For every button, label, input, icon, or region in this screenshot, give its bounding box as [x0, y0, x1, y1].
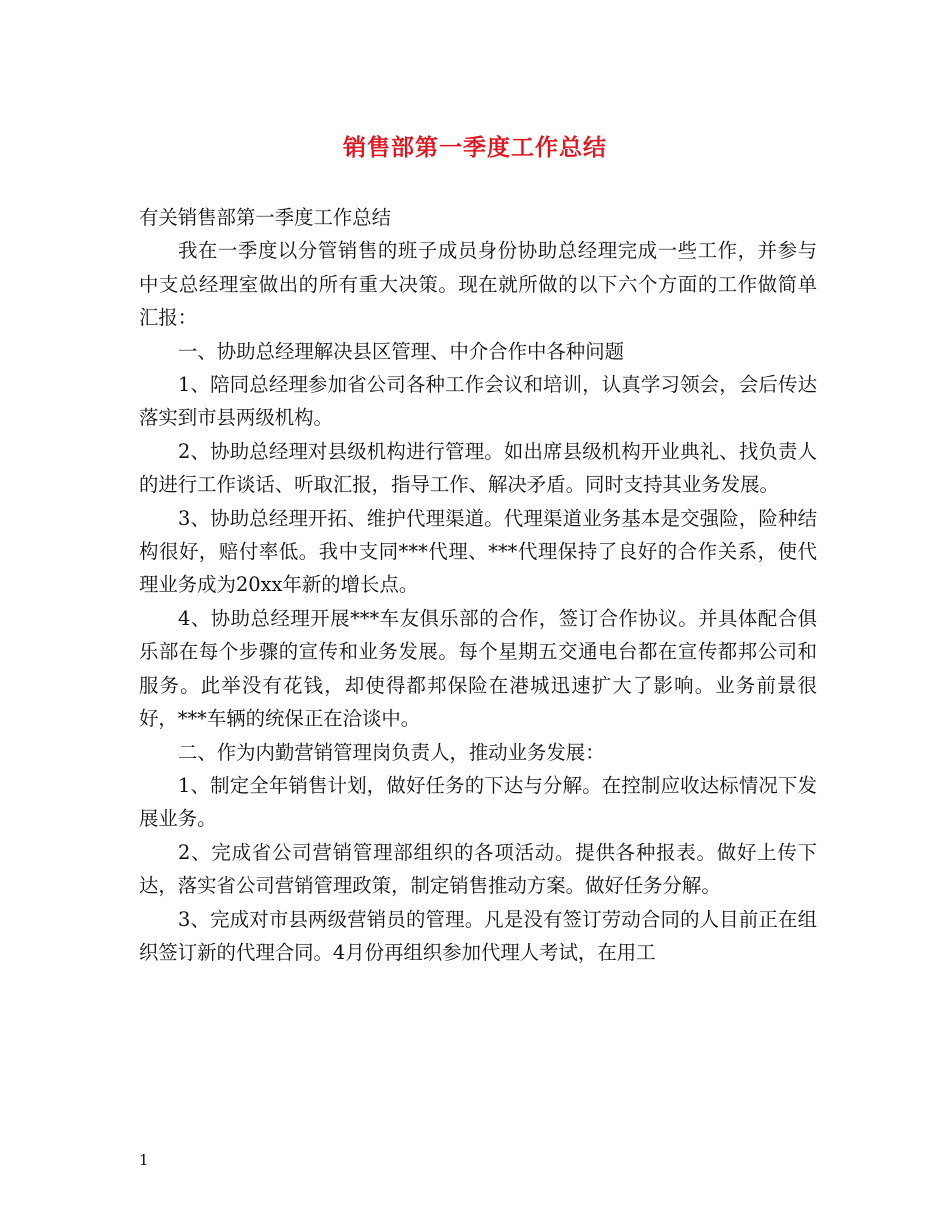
paragraph-intro: 我在一季度以分管销售的班子成员身份协助总经理完成一些工作，并参与中支总经理室做出的所有重大决策。现在就所做的以下六个方面的工作做简单汇报： [139, 239, 817, 330]
section-heading-2: 二、作为内勤营销管理岗负责人，推动业务发展： [178, 740, 605, 764]
document-title: 销售部第一季度工作总结 [343, 134, 607, 161]
paragraph-item: 1、陪同总经理参加省公司各种工作会议和培训，认真学习领会，会后传达落实到市县两级机构。 [139, 373, 817, 430]
paragraph-item: 2、完成省公司营销管理部组织的各项活动。提供各种报表。做好上传下达，落实省公司营销管理政策，制定销售推动方案。做好任务分解。 [139, 840, 817, 898]
paragraph-item: 4、协助总经理开展***车友俱乐部的合作，签订合作协议。并具体配合俱乐部在每个步骤的宣传和业务发展。每个星期五交通电台都在宣传都邦公司和服务。此举没有花钱，却使得都邦保险在港城迅速扩大了影响。业务前景很好，***车辆的统保正在洽谈中。 [139, 606, 817, 731]
paragraph-subtitle: 有关销售部第一季度工作总结 [139, 206, 392, 229]
page-number: 1 [139, 1151, 149, 1169]
paragraph-item: 1、制定全年销售计划，做好任务的下达与分解。在控制应收达标情况下发展业务。 [139, 773, 817, 831]
paragraph-item: 2、协助总经理对县级机构进行管理。如出席县级机构开业典礼、找负责人的进行工作谈话、听取汇报，指导工作、解决矛盾。同时支持其业务发展。 [139, 439, 817, 497]
document-body [139, 201, 817, 969]
section-heading-1: 一、协助总经理解决县区管理、中介合作中各种问题 [178, 339, 624, 363]
paragraph-item: 3、协助总经理开拓、维护代理渠道。代理渠道业务基本是交强险，险种结构很好，赔付率低。我中支同***代理、***代理保持了良好的合作关系，使代理业务成为20xx年新的增长点。 [139, 506, 817, 597]
paragraph-item: 3、完成对市县两级营销员的管理。凡是没有签订劳动合同的人目前正在组织签订新的代理合同。4月份再组织参加代理人考试，在用工 [139, 907, 817, 964]
